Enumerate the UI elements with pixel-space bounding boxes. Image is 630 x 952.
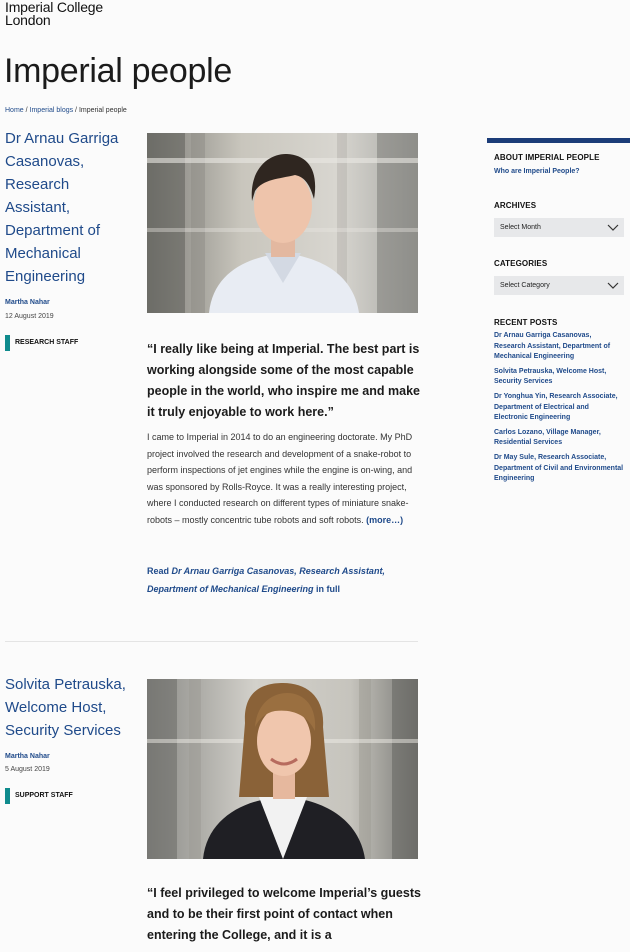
- about-imperial-people-link[interactable]: Who are Imperial People?: [494, 168, 580, 175]
- imperial-college-logo[interactable]: [5, 1, 103, 27]
- breadcrumb: [5, 107, 127, 114]
- breadcrumb-separator: /: [23, 107, 30, 114]
- logo-line-1: Imperial College: [5, 0, 103, 15]
- post-excerpt: [147, 429, 422, 528]
- post-excerpt-text: I came to Imperial in 2014 to do an engineering doctorate. My PhD project involved the research and development of a snake-robot to perform inspections of jet engines while the engine is on-wing, and was sponsored by Rolls-Royce. It was a really interesting project, where I conducted research on different types of miniature snake-robots – mostly concentric tube robots and soft robots.: [147, 432, 413, 525]
- archives-select-value: Select Month: [500, 224, 541, 231]
- chevron-down-icon: [607, 224, 619, 231]
- categories-select[interactable]: [494, 276, 624, 295]
- sidebar-archives-heading: ARCHIVES: [494, 201, 537, 210]
- categories-select-value: Select Category: [500, 282, 550, 289]
- category-tag-research-staff[interactable]: RESEARCH STAFF: [5, 335, 78, 351]
- post-photo-portrait[interactable]: [147, 679, 418, 859]
- recent-posts-list: [494, 331, 624, 489]
- chevron-down-icon: [607, 282, 619, 289]
- read-full-post-link[interactable]: [147, 562, 422, 598]
- read-full-suffix: in full: [313, 584, 341, 594]
- post-date: 12 August 2019: [5, 313, 54, 320]
- post-quote: “I feel privileged to welcome Imperial’s guests and to be their first point of contact when entering the College, and it is a: [147, 886, 421, 942]
- read-more-link[interactable]: (more…): [366, 514, 404, 525]
- post-title-link[interactable]: Solvita Petrauska, Welcome Host, Security Services: [5, 676, 126, 739]
- page-title: Imperial people: [4, 52, 232, 90]
- post-quote: “I really like being at Imperial. The best part is working alongside some of the most capable people in the world, who inspire me and make it truly enjoyable to work here.”: [147, 342, 420, 419]
- read-full-prefix: Read: [147, 566, 172, 576]
- recent-post-link[interactable]: Dr Arnau Garriga Casanovas, Research Assistant, Department of Mechanical Engineering: [494, 332, 611, 361]
- read-full-title: Dr Arnau Garriga Casanovas, Research Assistant, Department of Mechanical Engineering: [147, 566, 385, 594]
- portrait-woman-image: [147, 679, 418, 859]
- recent-post-link[interactable]: Dr May Sule, Research Associate, Department of Civil and Environmental Engineering: [494, 453, 624, 483]
- breadcrumb-blogs-link[interactable]: Imperial blogs: [29, 107, 74, 114]
- recent-post-link[interactable]: Solvita Petrauska, Welcome Host, Security Services: [494, 367, 607, 386]
- breadcrumb-separator: /: [73, 107, 79, 114]
- post-title-link[interactable]: Dr Arnau Garriga Casanovas, Research Assistant, Department of Mechanical Engineering: [5, 130, 119, 285]
- post-date: 5 August 2019: [5, 766, 50, 773]
- post-photo-portrait[interactable]: [147, 133, 418, 313]
- sidebar-about-heading: ABOUT IMPERIAL PEOPLE: [494, 153, 600, 162]
- portrait-man-image: [147, 133, 418, 313]
- recent-post-link[interactable]: Dr Yonghua Yin, Research Associate, Department of Electrical and Electronic Engineering: [494, 392, 618, 422]
- sidebar-accent-bar: [487, 138, 630, 143]
- logo-line-2: London: [5, 12, 51, 28]
- category-tag-support-staff[interactable]: SUPPORT STAFF: [5, 788, 73, 804]
- recent-post-link[interactable]: Carlos Lozano, Village Manager, Residential Services: [494, 428, 601, 447]
- sidebar-recent-heading: RECENT POSTS: [494, 318, 558, 327]
- breadcrumb-home-link[interactable]: Home: [5, 107, 24, 114]
- breadcrumb-current: Imperial people: [78, 107, 127, 114]
- sidebar-categories-heading: CATEGORIES: [494, 259, 548, 268]
- post-author-link[interactable]: Martha Nahar: [5, 753, 50, 760]
- archives-select[interactable]: [494, 218, 624, 237]
- post-author-link[interactable]: Martha Nahar: [5, 299, 50, 306]
- post-divider: [5, 641, 418, 642]
